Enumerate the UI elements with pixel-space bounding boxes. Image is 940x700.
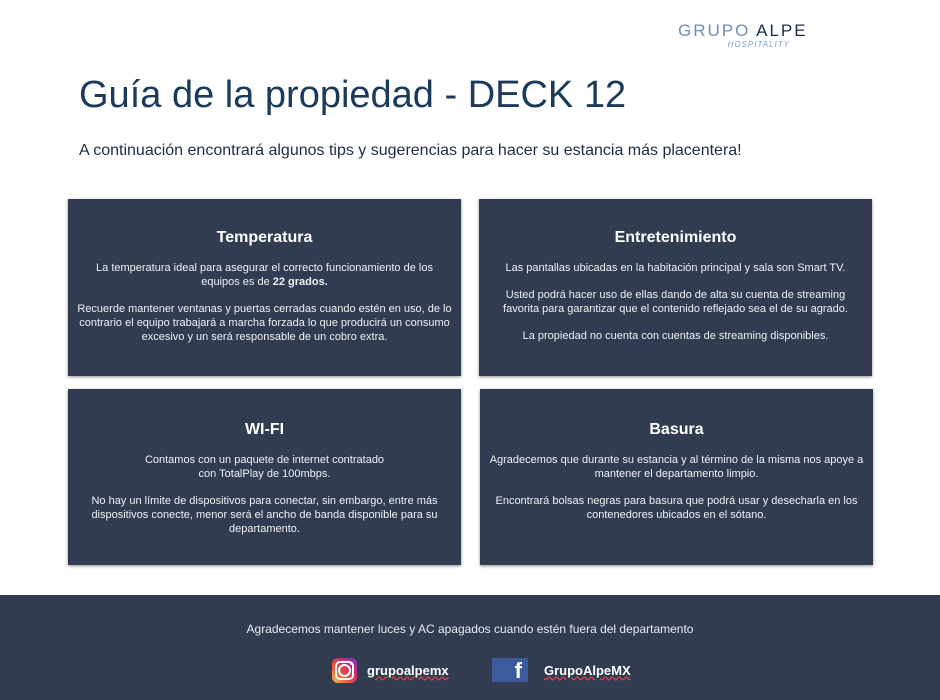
logo-word-alpe: ALPE [756, 21, 808, 40]
card-heading: Basura [649, 421, 704, 438]
card-basura [480, 389, 873, 565]
facebook-handle[interactable]: GrupoAlpeMX [544, 662, 631, 678]
card-temperatura [68, 199, 461, 376]
facebook-link[interactable] [492, 657, 631, 683]
facebook-glyph: f [514, 658, 522, 683]
instagram-handle[interactable]: grupoalpemx [367, 662, 449, 678]
instagram-link[interactable] [332, 657, 449, 683]
logo-wordmark [678, 21, 808, 40]
footer-message: Agradecemos mantener luces y AC apagados cuando estén fuera del departamento [246, 622, 694, 636]
footer [0, 595, 940, 700]
card-paragraph: No hay un límite de dispositivos para conectar, sin embargo, entre más dispositivos conecte, menor será el ancho de banda disponible para su departamento. [91, 495, 438, 535]
instagram-icon [332, 658, 357, 683]
card-paragraph: Encontrará bolsas negras para basura que podrá usar y desecharla en los contenedores ubicados en el sótano. [495, 495, 858, 521]
card-text: con TotalPlay de 100mbps. [198, 468, 331, 480]
card-paragraph: La propiedad no cuenta con cuentas de streaming disponibles. [522, 330, 829, 342]
card-heading: Temperatura [216, 229, 313, 246]
card-paragraph [76, 261, 453, 289]
card-paragraph: Las pantallas ubicadas en la habitación principal y sala son Smart TV. [505, 262, 846, 274]
brand-logo [678, 21, 808, 52]
page-title: Guía de la propiedad - DECK 12 [79, 74, 627, 116]
card-wifi [68, 389, 461, 565]
card-text: Contamos con un paquete de internet contratado [144, 454, 385, 466]
card-paragraph: Usted podrá hacer uso de ellas dando de alta su cuenta de streaming favorita para garantizar que el contenido reflejado sea el de su agrado. [503, 289, 848, 315]
card-heading: WI-FI [244, 421, 285, 438]
page-subtitle: A continuación encontrará algunos tips y sugerencias para hacer su estancia más placentera! [79, 142, 742, 159]
facebook-icon [492, 658, 528, 682]
card-text: La temperatura ideal para asegurar el correcto funcionamiento de los equipos es de [96, 262, 433, 288]
card-paragraph [76, 453, 453, 481]
card-text-bold: 22 grados. [272, 276, 328, 288]
card-entretenimiento [479, 199, 872, 376]
card-paragraph: Recuerde mantener ventanas y puertas cerradas cuando estén en uso, de lo contrario el equipo trabajará a marcha forzada lo que producirá un consumo excesivo y un será responsable de un cobro extra. [77, 303, 452, 343]
logo-tagline: HOSPITALITY [727, 40, 790, 49]
card-heading: Entretenimiento [614, 229, 737, 246]
logo-word-grupo: GRUPO [678, 21, 751, 40]
card-paragraph: Agradecemos que durante su estancia y al término de la misma nos apoye a mantener el departamento limpio. [489, 454, 864, 480]
